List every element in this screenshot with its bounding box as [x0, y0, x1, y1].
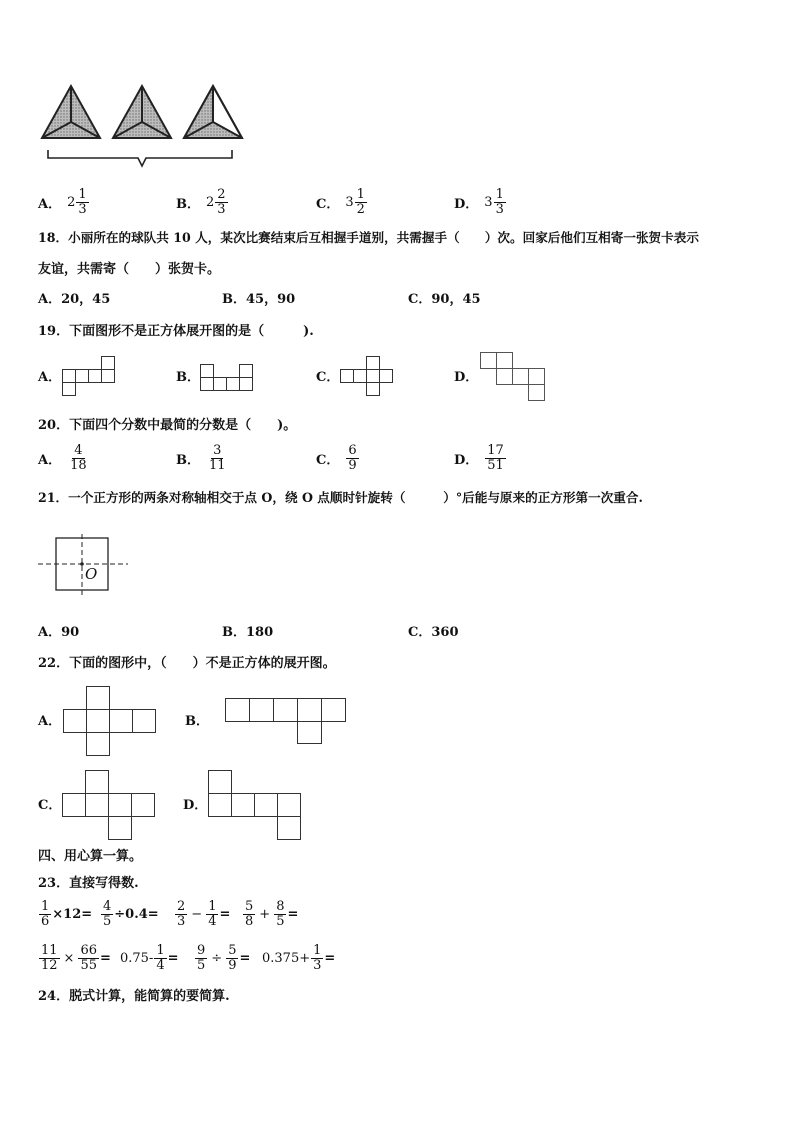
option-label: B．: [176, 453, 200, 468]
net-square: [200, 377, 214, 391]
net-square: [75, 369, 89, 383]
equals: =: [239, 951, 251, 966]
q21-option-c[interactable]: C．360: [408, 625, 459, 640]
q23-item-6: [120, 944, 179, 973]
q22-question: 22．下面的图形中，（ ）不是正方体的展开图。: [38, 656, 336, 671]
q23-item-8: [262, 944, 335, 973]
net-square: [108, 793, 132, 817]
q22-net-b: [225, 698, 347, 744]
net-square: [239, 377, 253, 391]
denominator: 5: [276, 914, 285, 929]
net-square: [366, 382, 380, 396]
net-square: [213, 377, 227, 391]
q22-label-b[interactable]: B．: [185, 714, 209, 729]
numerator: 5: [228, 943, 237, 958]
q23-item-2: [100, 900, 159, 929]
q19-net-d: [480, 352, 546, 402]
denominator: 55: [80, 958, 97, 973]
square-axes-figure: [36, 534, 130, 596]
denominator: 5: [103, 914, 112, 929]
operator: ÷0.4=: [114, 907, 159, 922]
fraction: [101, 900, 113, 929]
q22-label-d[interactable]: D．: [183, 798, 208, 813]
denominator: 4: [156, 958, 165, 973]
fraction: [311, 944, 323, 973]
fraction: [154, 944, 166, 973]
fraction: [485, 444, 506, 473]
option-label: D．: [454, 453, 479, 468]
denominator: 3: [217, 202, 226, 217]
equals: =: [287, 907, 299, 922]
q19-net-a: [62, 356, 116, 396]
numerator: 4: [103, 899, 112, 914]
fraction: [215, 188, 227, 217]
q20-option-c[interactable]: [316, 444, 360, 473]
net-square: [297, 698, 322, 722]
operand: 0.75-: [120, 951, 154, 966]
operand: 0.375+: [262, 951, 311, 966]
q17-option-d[interactable]: [454, 188, 507, 217]
denominator: 18: [70, 458, 87, 473]
net-square: [277, 793, 301, 817]
option-label: C．: [316, 197, 340, 212]
q23-item-4: [242, 900, 298, 929]
operator: −: [191, 907, 203, 922]
net-square: [273, 698, 298, 722]
net-square: [249, 698, 274, 722]
option-label: A．: [38, 453, 62, 468]
whole-part: 3: [345, 195, 354, 210]
net-square: [239, 364, 253, 378]
operator: ÷: [211, 951, 223, 966]
numerator: 8: [276, 899, 285, 914]
option-label: B．: [176, 197, 200, 212]
whole-part: 2: [67, 195, 76, 210]
q19-label-d[interactable]: D．: [454, 370, 479, 385]
net-square: [63, 709, 87, 733]
net-square: [85, 793, 109, 817]
numerator: 2: [217, 187, 226, 202]
q19-label-b[interactable]: B．: [176, 370, 200, 385]
q23-question: 23．直接写得数.: [38, 876, 139, 891]
q17-option-c[interactable]: [316, 188, 368, 217]
fraction: [39, 944, 60, 973]
fraction: [274, 900, 286, 929]
fraction: [494, 188, 506, 217]
q20-option-a[interactable]: [38, 444, 90, 473]
numerator: 1: [41, 899, 50, 914]
net-square: [86, 686, 110, 710]
q21-question: 21．一个正方形的两条对称轴相交于点 O，绕 O 点顺时针旋转（ ）°后能与原来的正方形第一次重合.: [38, 490, 643, 505]
operator: ×: [63, 951, 75, 966]
fraction: [346, 444, 358, 473]
denominator: 51: [487, 458, 504, 473]
option-label: A．: [38, 197, 62, 212]
numerator: 6: [348, 443, 357, 458]
numerator: 1: [208, 899, 217, 914]
denominator: 6: [41, 914, 50, 929]
numerator: 9: [197, 943, 206, 958]
net-square: [101, 369, 115, 383]
q22-label-a[interactable]: A．: [38, 714, 62, 729]
net-square: [277, 816, 301, 840]
net-square: [366, 356, 380, 370]
denominator: 11: [209, 458, 226, 473]
net-square: [225, 698, 250, 722]
q22-net-d: [208, 770, 302, 840]
fraction: [207, 444, 228, 473]
net-square: [353, 369, 367, 383]
net-square: [496, 368, 513, 385]
denominator: 9: [228, 958, 237, 973]
pyramid-1: [42, 86, 100, 138]
denominator: 3: [313, 958, 322, 973]
denominator: 3: [177, 914, 186, 929]
q19-net-b: [200, 364, 254, 392]
q23-item-1: [38, 900, 92, 929]
fraction: [195, 944, 207, 973]
q17-option-a[interactable]: [38, 188, 90, 217]
whole-part: 3: [484, 195, 493, 210]
q18-option-b[interactable]: B．45，90: [222, 292, 296, 307]
point-o-label: O: [85, 565, 98, 583]
net-square: [226, 377, 240, 391]
net-square: [512, 368, 529, 385]
equals: =: [219, 907, 231, 922]
section-title: 四、用心算一算。: [38, 849, 143, 864]
numerator: 1: [313, 943, 322, 958]
net-square: [131, 793, 155, 817]
net-square: [379, 369, 393, 383]
numerator: 1: [78, 187, 87, 202]
numerator: 11: [41, 943, 58, 958]
net-square: [85, 770, 109, 794]
q17-option-b[interactable]: [176, 188, 229, 217]
net-square: [208, 793, 232, 817]
net-square: [62, 369, 76, 383]
net-square: [528, 384, 545, 401]
net-square: [496, 352, 513, 369]
q18-line2: 友谊，共需寄（ ）张贺卡。: [38, 262, 221, 277]
q20-option-d[interactable]: [454, 444, 507, 473]
fraction: [206, 900, 218, 929]
brace: [48, 150, 232, 166]
fraction: [355, 188, 367, 217]
q20-option-b[interactable]: [176, 444, 229, 473]
operator: ×12=: [52, 907, 93, 922]
denominator: 12: [41, 958, 58, 973]
numerator: 5: [245, 899, 254, 914]
q22-label-c[interactable]: C．: [38, 798, 62, 813]
net-square: [231, 793, 255, 817]
q20-question: 20．下面四个分数中最简的分数是（ )。: [38, 418, 297, 433]
fraction: [243, 900, 255, 929]
net-square: [321, 698, 346, 722]
pyramid-3: [184, 86, 242, 138]
net-square: [132, 709, 156, 733]
net-square: [208, 770, 232, 794]
net-square: [101, 356, 115, 370]
denominator: 8: [245, 914, 254, 929]
denominator: 9: [348, 458, 357, 473]
net-square: [340, 369, 354, 383]
q21-option-a[interactable]: A．90: [38, 625, 80, 640]
pyramid-2: [113, 86, 171, 138]
fraction: [226, 944, 238, 973]
net-square: [88, 369, 102, 383]
q19-net-c: [340, 356, 394, 396]
whole-part: 2: [206, 195, 215, 210]
q19-label-a[interactable]: A．: [38, 370, 62, 385]
q22-net-a: [63, 686, 157, 756]
q21-option-b[interactable]: B．180: [222, 625, 274, 640]
numerator: 3: [213, 443, 222, 458]
equals: =: [324, 951, 336, 966]
q19-label-c[interactable]: C．: [316, 370, 340, 385]
numerator: 1: [156, 943, 165, 958]
fraction: [39, 900, 51, 929]
net-square: [528, 368, 545, 385]
net-square: [62, 793, 86, 817]
q18-option-a[interactable]: A．20，45: [38, 292, 111, 307]
q18-option-c[interactable]: C．90，45: [408, 292, 481, 307]
pyramids-figure: [36, 80, 250, 170]
option-label: D．: [454, 197, 479, 212]
net-square: [86, 732, 110, 756]
numerator: 66: [80, 943, 97, 958]
net-square: [200, 364, 214, 378]
net-square: [254, 793, 278, 817]
q23-item-5: [38, 944, 111, 973]
net-square: [86, 709, 110, 733]
denominator: 5: [197, 958, 206, 973]
numerator: 2: [177, 899, 186, 914]
denominator: 2: [356, 202, 365, 217]
numerator: 1: [356, 187, 365, 202]
operator: +: [259, 907, 271, 922]
fraction: [76, 188, 88, 217]
q19-question: 19．下面图形不是正方体展开图的是（ ).: [38, 324, 314, 339]
net-square: [297, 721, 322, 744]
fraction: [68, 444, 89, 473]
net-square: [480, 352, 497, 369]
net-square: [108, 816, 132, 840]
option-label: C．: [316, 453, 340, 468]
q24-question: 24．脱式计算，能简算的要简算.: [38, 989, 230, 1004]
fraction: [78, 944, 99, 973]
net-square: [366, 369, 380, 383]
q23-item-7: [194, 944, 250, 973]
q18-line1: 18．小丽所在的球队共 10 人，某次比赛结束后互相握手道别，共需握手（ ）次。回家后他们互相寄一张贺卡表示: [38, 230, 699, 245]
fraction: [175, 900, 187, 929]
numerator: 1: [495, 187, 504, 202]
denominator: 3: [78, 202, 87, 217]
net-square: [109, 709, 133, 733]
q22-net-c: [62, 770, 156, 840]
numerator: 17: [487, 443, 504, 458]
equals: =: [100, 951, 111, 966]
net-square: [62, 382, 76, 396]
denominator: 4: [208, 914, 217, 929]
equals: =: [167, 951, 179, 966]
numerator: 4: [74, 443, 83, 458]
q23-item-3: [174, 900, 230, 929]
denominator: 3: [495, 202, 504, 217]
